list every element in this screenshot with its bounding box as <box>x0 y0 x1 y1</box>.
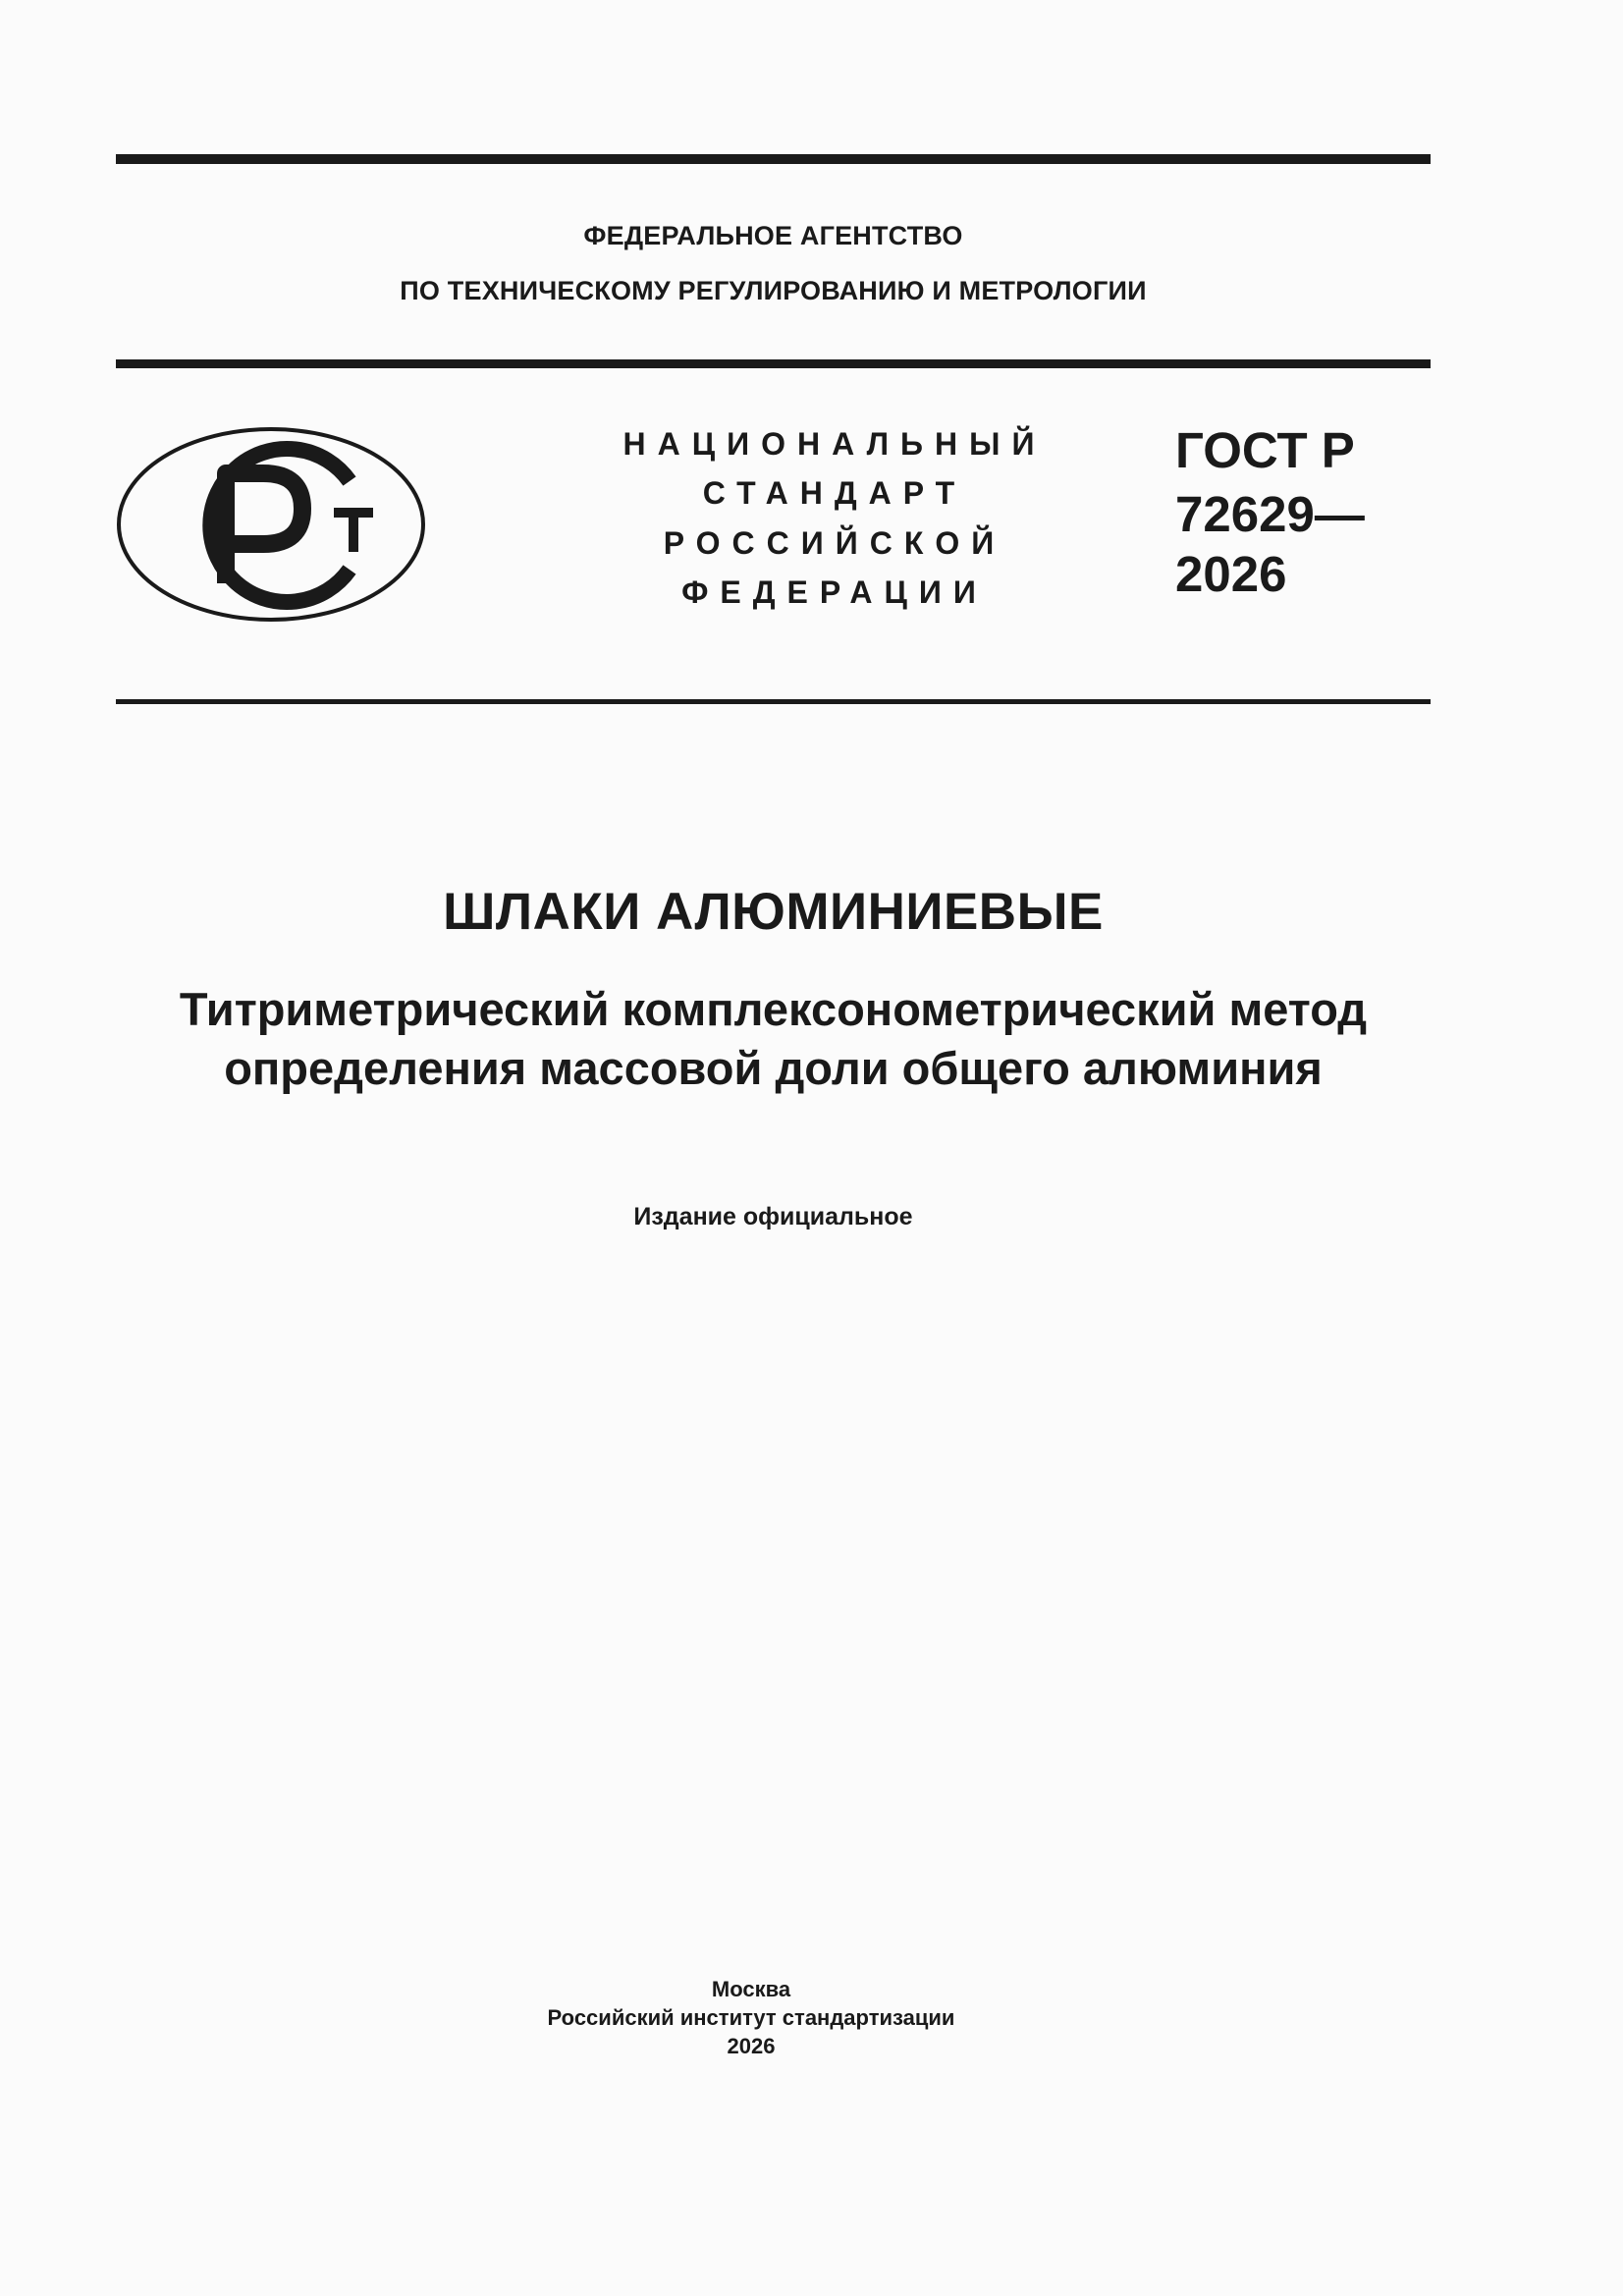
imprint-year: 2026 <box>727 2034 776 2058</box>
agency-name-line-2: ПО ТЕХНИЧЕСКОМУ РЕГУЛИРОВАНИЮ И МЕТРОЛОГИИ <box>400 276 1147 305</box>
document-subtitle-line-1: Титриметрический комплексонометрический метод <box>179 983 1368 1035</box>
standard-type-line-3: РОССИЙСКОЙ <box>663 525 1006 561</box>
document-title: ШЛАКИ АЛЮМИНИЕВЫЕ <box>443 883 1104 941</box>
title-block-rule <box>116 699 1431 704</box>
designation-line-3: 2026 <box>1175 546 1287 602</box>
rst-logo-icon <box>116 426 426 623</box>
imprint-city: Москва <box>711 1977 791 2001</box>
designation-line-2: 72629— <box>1175 486 1365 542</box>
agency-name-line-1: ФЕДЕРАЛЬНОЕ АГЕНТСТВО <box>583 221 963 250</box>
edition-note: Издание официальное <box>633 1203 913 1230</box>
designation-line-1: ГОСТ Р <box>1175 422 1355 478</box>
document-subtitle-line-2: определения массовой доли общего алюминия <box>224 1042 1323 1094</box>
imprint-publisher: Российский институт стандартизации <box>547 2005 955 2030</box>
top-rule <box>116 154 1431 164</box>
standard-type-line-4: ФЕДЕРАЦИИ <box>681 574 988 610</box>
standard-type-line-2: СТАНДАРТ <box>702 475 967 511</box>
standard-type-line-1: НАЦИОНАЛЬНЫЙ <box>622 426 1047 462</box>
header-rule <box>116 359 1431 368</box>
